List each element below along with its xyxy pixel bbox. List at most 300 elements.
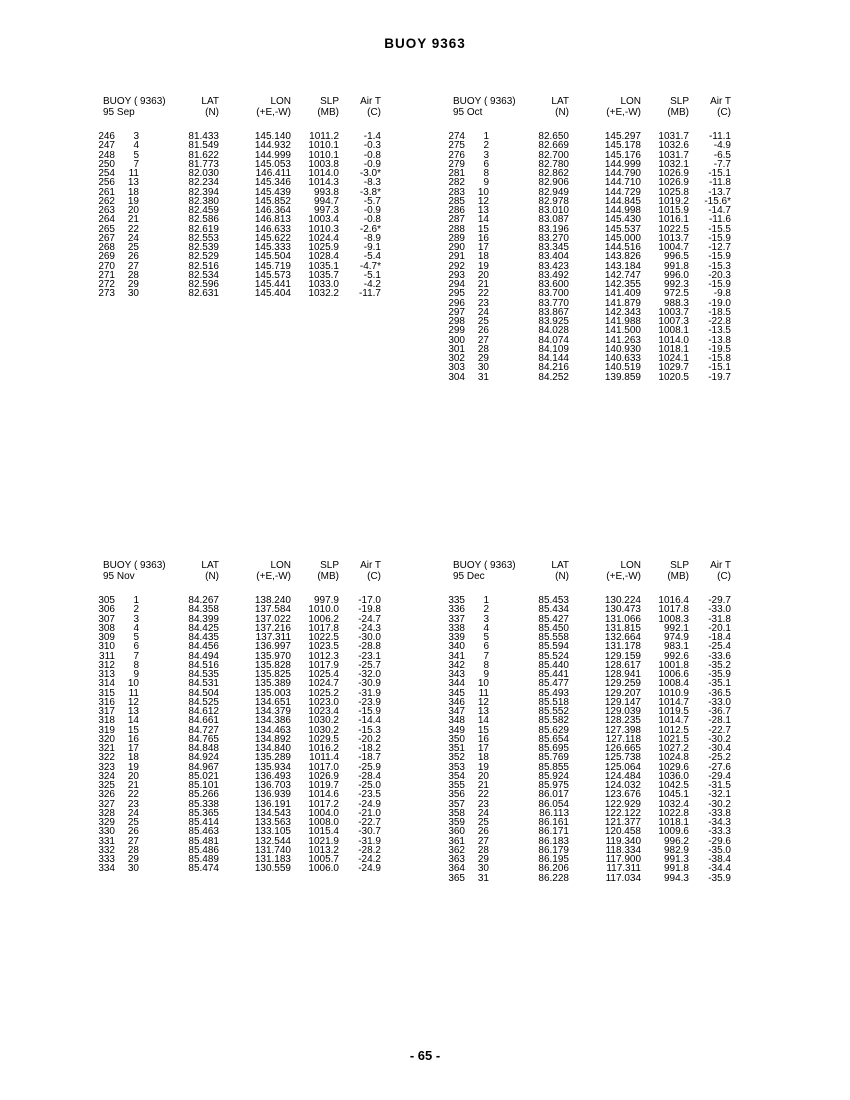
table-subheader-row bbox=[447, 572, 757, 583]
day: 20 bbox=[127, 770, 139, 782]
airt-value: -23.5 bbox=[358, 789, 381, 801]
slp-value: 1021.9 bbox=[308, 835, 339, 847]
slp-value: 1008.0 bbox=[308, 817, 339, 828]
day: 25 bbox=[127, 242, 139, 253]
lon-value: 145.297 bbox=[604, 131, 641, 142]
airt-value: -20.1 bbox=[708, 622, 731, 634]
slp-value: 1016.1 bbox=[658, 214, 689, 226]
airt-value: -30.0 bbox=[358, 632, 381, 643]
lat-value: 85.654 bbox=[538, 733, 569, 745]
table-header-row bbox=[97, 561, 407, 572]
day-of-year: 340 bbox=[448, 641, 465, 653]
day: 6 bbox=[483, 158, 489, 170]
day-of-year: 354 bbox=[448, 770, 465, 782]
airt-value: -7.7 bbox=[713, 158, 731, 170]
day: 17 bbox=[477, 242, 489, 253]
day-of-year: 264 bbox=[98, 214, 115, 226]
airt-value: -20.3 bbox=[708, 269, 731, 281]
slp-value: 997.9 bbox=[313, 595, 339, 606]
table-row bbox=[97, 864, 407, 873]
day: 19 bbox=[127, 761, 139, 773]
lat-value: 82.780 bbox=[538, 158, 569, 170]
day-of-year: 324 bbox=[98, 770, 115, 782]
day-of-year: 334 bbox=[98, 863, 115, 875]
slp-value: 1014.0 bbox=[308, 168, 339, 179]
lat-value: 85.365 bbox=[188, 807, 219, 819]
day-of-year: 256 bbox=[98, 177, 115, 189]
airt-value: -19.8 bbox=[358, 604, 381, 616]
lon-value: 145.140 bbox=[254, 131, 291, 142]
day-of-year: 315 bbox=[98, 687, 115, 699]
day-of-year: 267 bbox=[98, 232, 115, 244]
table-row bbox=[97, 169, 407, 178]
day-of-year: 301 bbox=[448, 343, 465, 355]
day: 3 bbox=[133, 131, 139, 142]
table-subheader-row bbox=[97, 108, 407, 119]
lon-value: 117.311 bbox=[606, 863, 641, 875]
day: 11 bbox=[128, 168, 139, 179]
lon-value: 131.178 bbox=[604, 641, 641, 653]
airt-value: -1.4 bbox=[363, 131, 381, 142]
day: 28 bbox=[127, 844, 139, 856]
slp-value: 1021.5 bbox=[658, 733, 689, 745]
day: 30 bbox=[477, 362, 489, 374]
slp-value: 1014.6 bbox=[308, 789, 339, 801]
airt-value: -31.8 bbox=[708, 613, 731, 625]
slp-unit: (MB) bbox=[667, 570, 689, 582]
slp-value: 1005.7 bbox=[308, 854, 339, 865]
day: 18 bbox=[127, 186, 139, 198]
airt-value: -24.9 bbox=[358, 798, 381, 810]
airt-value: -28.2 bbox=[358, 844, 381, 856]
lon-value: 120.458 bbox=[604, 826, 641, 838]
day-of-year: 321 bbox=[98, 743, 115, 754]
day: 13 bbox=[127, 177, 139, 189]
lon-value: 138.240 bbox=[254, 595, 291, 606]
lat-value: 85.695 bbox=[538, 743, 569, 754]
lon-value: 141.879 bbox=[604, 297, 641, 309]
lat-value: 84.531 bbox=[188, 678, 219, 690]
day-of-year: 299 bbox=[448, 325, 465, 337]
slp-value: 1009.6 bbox=[658, 826, 689, 838]
day: 6 bbox=[133, 641, 139, 653]
airt-value: -8.3 bbox=[363, 177, 381, 189]
slp-value: 996.0 bbox=[663, 269, 689, 281]
day-of-year: 316 bbox=[98, 696, 115, 708]
lat-value: 84.028 bbox=[538, 325, 569, 337]
table-row bbox=[97, 141, 407, 150]
lon-value: 132.664 bbox=[604, 632, 641, 643]
day: 11 bbox=[128, 687, 139, 699]
lat-value: 84.661 bbox=[188, 715, 219, 727]
airt-value: -15.5 bbox=[708, 223, 731, 235]
airt-unit: (C) bbox=[367, 570, 381, 582]
airt-value: -18.2 bbox=[358, 743, 381, 754]
lat-value: 86.228 bbox=[538, 872, 569, 884]
lon-unit: (+E,-W) bbox=[256, 570, 291, 582]
day-of-year: 300 bbox=[448, 334, 465, 346]
lon-value: 127.118 bbox=[605, 733, 641, 745]
lat-value: 84.967 bbox=[188, 761, 219, 773]
day-of-year: 307 bbox=[98, 613, 115, 625]
day: 14 bbox=[477, 715, 489, 727]
day: 24 bbox=[477, 807, 489, 819]
day: 20 bbox=[477, 269, 489, 281]
lon-value: 128.941 bbox=[604, 669, 641, 680]
lon-value: 117.034 bbox=[605, 872, 641, 884]
airt-value: -33.0 bbox=[708, 604, 731, 616]
lon-value: 145.622 bbox=[254, 232, 291, 244]
slp-value: 1017.2 bbox=[308, 798, 339, 810]
lat-value: 82.534 bbox=[188, 269, 219, 281]
lon-value: 117.900 bbox=[605, 854, 641, 865]
day: 16 bbox=[127, 733, 139, 745]
day-of-year: 319 bbox=[98, 724, 115, 736]
lon-value: 129.147 bbox=[604, 696, 641, 708]
airt-value: -35.2 bbox=[708, 659, 731, 671]
day: 20 bbox=[477, 770, 489, 782]
airt-value: -15.3 bbox=[358, 724, 381, 736]
slp-value: 1026.9 bbox=[658, 168, 689, 179]
day: 12 bbox=[477, 696, 489, 708]
period-label: 95 Dec bbox=[453, 570, 485, 582]
airt-value: -33.8 bbox=[708, 807, 731, 819]
airt-value: -36.5 bbox=[708, 687, 731, 699]
airt-value: -5.4 bbox=[363, 251, 381, 263]
lon-value: 137.311 bbox=[255, 632, 291, 643]
lat-value: 83.010 bbox=[538, 205, 569, 216]
lat-value: 84.504 bbox=[188, 687, 219, 699]
slp-value: 1025.4 bbox=[308, 669, 339, 680]
airt-value: -30.7 bbox=[358, 826, 381, 838]
lat-value: 85.518 bbox=[538, 696, 569, 708]
lon-value: 146.364 bbox=[254, 205, 291, 216]
day: 7 bbox=[483, 650, 489, 662]
lon-value: 144.790 bbox=[604, 168, 641, 179]
slp-value: 1018.1 bbox=[658, 343, 689, 355]
airt-value: -4.9 bbox=[713, 140, 731, 152]
airt-value: -9.1 bbox=[363, 242, 381, 253]
slp-value: 1024.7 bbox=[308, 678, 339, 690]
slp-value: 1008.1 bbox=[658, 325, 689, 337]
lon-value: 146.411 bbox=[255, 168, 291, 179]
day-of-year: 357 bbox=[448, 798, 465, 810]
airt-value: -31.5 bbox=[708, 780, 731, 791]
lat-value: 82.669 bbox=[538, 140, 569, 152]
slp-value: 1025.2 bbox=[308, 687, 339, 699]
lat-value: 85.481 bbox=[188, 835, 219, 847]
lat-value: 84.516 bbox=[188, 659, 219, 671]
day: 23 bbox=[477, 798, 489, 810]
lon-value: 142.355 bbox=[604, 279, 641, 290]
day: 24 bbox=[127, 232, 139, 244]
day: 29 bbox=[477, 854, 489, 865]
airt-value: -31.9 bbox=[358, 835, 381, 847]
slp-header: SLP bbox=[320, 560, 339, 571]
day: 26 bbox=[127, 826, 139, 838]
lat-value: 83.770 bbox=[538, 297, 569, 309]
table-row bbox=[97, 262, 407, 271]
slp-value: 1026.9 bbox=[308, 770, 339, 782]
lat-value: 84.074 bbox=[538, 334, 569, 346]
lon-value: 144.710 bbox=[604, 177, 641, 189]
day-of-year: 313 bbox=[98, 669, 115, 680]
day: 22 bbox=[477, 789, 489, 801]
day: 10 bbox=[477, 678, 489, 690]
airt-value: -11.1 bbox=[708, 131, 731, 142]
day: 18 bbox=[477, 251, 489, 263]
airt-header: Air T bbox=[710, 96, 731, 107]
lat-value: 83.925 bbox=[538, 316, 569, 327]
airt-value: -0.9 bbox=[363, 158, 381, 170]
lat-value: 82.596 bbox=[188, 279, 219, 290]
day-of-year: 331 bbox=[98, 835, 115, 847]
day-of-year: 273 bbox=[98, 288, 115, 300]
slp-value: 1025.9 bbox=[308, 242, 339, 253]
airt-value: -35.9 bbox=[708, 669, 731, 680]
lon-value: 140.930 bbox=[604, 343, 641, 355]
lon-value: 134.651 bbox=[254, 696, 291, 708]
day: 30 bbox=[127, 288, 139, 300]
header-gap bbox=[447, 118, 757, 132]
lon-value: 141.500 bbox=[604, 325, 641, 337]
lon-value: 140.633 bbox=[604, 353, 641, 364]
airt-value: -29.6 bbox=[708, 835, 731, 847]
day: 12 bbox=[477, 195, 489, 207]
lat-value: 82.394 bbox=[188, 186, 219, 198]
table-row bbox=[97, 206, 407, 215]
lon-value: 135.289 bbox=[254, 752, 291, 764]
day-of-year: 254 bbox=[98, 168, 115, 179]
table-row bbox=[97, 271, 407, 280]
airt-value: -25.9 bbox=[358, 761, 381, 773]
airt-value: -25.7 bbox=[358, 659, 381, 671]
day-of-year: 336 bbox=[448, 604, 465, 616]
day-of-year: 263 bbox=[98, 205, 115, 216]
airt-value: -4.2 bbox=[363, 279, 381, 290]
day-of-year: 322 bbox=[98, 752, 115, 764]
lat-value: 86.206 bbox=[538, 863, 569, 875]
lat-value: 84.765 bbox=[188, 733, 219, 745]
slp-value: 1032.6 bbox=[658, 140, 689, 152]
lon-value: 145.430 bbox=[604, 214, 641, 226]
day-of-year: 318 bbox=[98, 715, 115, 727]
day: 28 bbox=[127, 269, 139, 281]
slp-value: 994.3 bbox=[663, 872, 689, 884]
lat-value: 84.216 bbox=[538, 362, 569, 374]
day: 13 bbox=[477, 205, 489, 216]
lat-value: 84.535 bbox=[188, 669, 219, 680]
lat-value: 82.553 bbox=[188, 232, 219, 244]
day-of-year: 325 bbox=[98, 780, 115, 791]
lat-value: 83.404 bbox=[538, 251, 569, 263]
day-of-year: 289 bbox=[448, 232, 465, 244]
slp-value: 1031.7 bbox=[658, 149, 689, 161]
lon-value: 134.840 bbox=[254, 743, 291, 754]
airt-value: -25.2 bbox=[708, 752, 731, 764]
slp-value: 1029.6 bbox=[658, 761, 689, 773]
lat-value: 84.399 bbox=[188, 613, 219, 625]
slp-value: 1022.5 bbox=[308, 632, 339, 643]
lon-value: 143.184 bbox=[604, 260, 641, 272]
airt-value: -31.9 bbox=[358, 687, 381, 699]
slp-value: 1010.1 bbox=[308, 140, 339, 152]
lon-value: 144.999 bbox=[604, 158, 641, 170]
slp-value: 1010.0 bbox=[308, 604, 339, 616]
lat-value: 86.179 bbox=[538, 844, 569, 856]
day-of-year: 351 bbox=[448, 743, 465, 754]
lat-value: 85.474 bbox=[188, 863, 219, 875]
slp-value: 1032.1 bbox=[658, 158, 689, 170]
airt-header: Air T bbox=[360, 96, 381, 107]
lon-header: LON bbox=[620, 96, 641, 107]
lon-value: 145.439 bbox=[254, 186, 291, 198]
airt-value: -25.0 bbox=[358, 780, 381, 791]
day-of-year: 288 bbox=[448, 223, 465, 235]
lat-value: 82.978 bbox=[538, 195, 569, 207]
lat-value: 84.252 bbox=[538, 371, 569, 383]
airt-value: -13.7 bbox=[708, 186, 731, 198]
lon-value: 130.224 bbox=[604, 595, 641, 606]
lat-value: 83.423 bbox=[538, 260, 569, 272]
lon-value: 122.929 bbox=[604, 798, 641, 810]
day-of-year: 262 bbox=[98, 195, 115, 207]
slp-value: 991.8 bbox=[663, 863, 689, 875]
lat-value: 84.144 bbox=[538, 353, 569, 364]
day: 9 bbox=[483, 177, 489, 189]
lat-value: 84.525 bbox=[188, 696, 219, 708]
day: 3 bbox=[133, 613, 139, 625]
airt-value: -18.7 bbox=[358, 752, 381, 764]
slp-value: 1029.5 bbox=[308, 733, 339, 745]
panel-nov bbox=[97, 561, 407, 874]
slp-value: 983.1 bbox=[663, 641, 689, 653]
slp-value: 993.8 bbox=[313, 186, 339, 198]
table-row bbox=[97, 289, 407, 298]
day-of-year: 349 bbox=[448, 724, 465, 736]
slp-unit: (MB) bbox=[317, 570, 339, 582]
lat-value: 85.582 bbox=[538, 715, 569, 727]
day: 8 bbox=[133, 659, 139, 671]
day-of-year: 298 bbox=[448, 316, 465, 327]
lon-value: 134.892 bbox=[254, 733, 291, 745]
day: 28 bbox=[477, 343, 489, 355]
day: 27 bbox=[127, 260, 139, 272]
airt-value: -15.9 bbox=[358, 706, 381, 717]
day-of-year: 303 bbox=[448, 362, 465, 374]
day: 8 bbox=[483, 659, 489, 671]
airt-value: -15.9 bbox=[708, 232, 731, 244]
lat-value: 85.493 bbox=[538, 687, 569, 699]
lon-value: 144.845 bbox=[604, 195, 641, 207]
buoy-header: BUOY ( 9363) bbox=[103, 96, 166, 107]
lon-unit: (+E,-W) bbox=[606, 106, 641, 118]
lon-value: 145.537 bbox=[604, 223, 641, 235]
day: 8 bbox=[483, 168, 489, 179]
lon-value: 123.676 bbox=[604, 789, 641, 801]
lat-value: 86.054 bbox=[538, 798, 569, 810]
day-of-year: 272 bbox=[98, 279, 115, 290]
lat-value: 85.477 bbox=[538, 678, 569, 690]
table-header-row bbox=[97, 97, 407, 108]
airt-value: -24.2 bbox=[358, 854, 381, 865]
lat-value: 84.456 bbox=[188, 641, 219, 653]
lat-value: 84.727 bbox=[188, 724, 219, 736]
airt-value: -11.6 bbox=[708, 214, 731, 226]
day: 5 bbox=[133, 149, 139, 161]
lat-unit: (N) bbox=[205, 106, 219, 118]
lon-value: 136.703 bbox=[254, 780, 291, 791]
table-row bbox=[97, 132, 407, 141]
lon-value: 137.216 bbox=[254, 622, 291, 634]
day-of-year: 286 bbox=[448, 205, 465, 216]
day-of-year: 337 bbox=[448, 613, 465, 625]
day-of-year: 330 bbox=[98, 826, 115, 838]
day: 27 bbox=[477, 334, 489, 346]
lon-value: 145.176 bbox=[604, 149, 641, 161]
lon-value: 135.003 bbox=[254, 687, 291, 699]
airt-value: -5.7 bbox=[363, 195, 381, 207]
table-header-row bbox=[447, 97, 757, 108]
lat-value: 84.435 bbox=[188, 632, 219, 643]
lon-value: 128.235 bbox=[604, 715, 641, 727]
lon-value: 145.573 bbox=[254, 269, 291, 281]
table-row bbox=[97, 188, 407, 197]
day: 21 bbox=[477, 780, 489, 791]
slp-value: 1003.7 bbox=[658, 306, 689, 318]
slp-value: 1010.9 bbox=[658, 687, 689, 699]
day: 15 bbox=[477, 223, 489, 235]
day: 26 bbox=[127, 251, 139, 263]
lon-value: 130.473 bbox=[604, 604, 641, 616]
table-row bbox=[97, 234, 407, 243]
lon-value: 132.544 bbox=[254, 835, 291, 847]
lon-value: 135.389 bbox=[254, 678, 291, 690]
lon-value: 142.747 bbox=[604, 269, 641, 281]
table-subheader-row bbox=[447, 108, 757, 119]
day: 29 bbox=[127, 279, 139, 290]
period-label: 95 Nov bbox=[103, 570, 135, 582]
day: 3 bbox=[483, 149, 489, 161]
lat-value: 82.529 bbox=[188, 251, 219, 263]
lon-value: 145.346 bbox=[254, 177, 291, 189]
lat-value: 82.650 bbox=[538, 131, 569, 142]
airt-unit: (C) bbox=[367, 106, 381, 118]
day-of-year: 248 bbox=[98, 149, 115, 161]
airt-value: -0.9 bbox=[363, 205, 381, 216]
day-of-year: 347 bbox=[448, 706, 465, 717]
day: 15 bbox=[477, 724, 489, 736]
lat-value: 84.612 bbox=[188, 706, 219, 717]
day-of-year: 308 bbox=[98, 622, 115, 634]
airt-value: -11.7 bbox=[358, 288, 381, 300]
airt-value: -33.6 bbox=[708, 650, 731, 662]
lat-header: LAT bbox=[201, 560, 219, 571]
lon-value: 131.740 bbox=[254, 844, 291, 856]
airt-value: -19.0 bbox=[708, 297, 731, 309]
day-of-year: 279 bbox=[448, 158, 465, 170]
airt-value: -29.7 bbox=[708, 595, 731, 606]
slp-value: 1023.5 bbox=[308, 641, 339, 653]
slp-value: 992.3 bbox=[663, 279, 689, 290]
lon-value: 121.377 bbox=[604, 817, 641, 828]
day-of-year: 271 bbox=[98, 269, 115, 281]
day: 19 bbox=[477, 761, 489, 773]
day: 6 bbox=[483, 641, 489, 653]
lon-unit: (+E,-W) bbox=[256, 106, 291, 118]
airt-value: -36.7 bbox=[708, 706, 731, 717]
slp-value: 1016.4 bbox=[658, 595, 689, 606]
